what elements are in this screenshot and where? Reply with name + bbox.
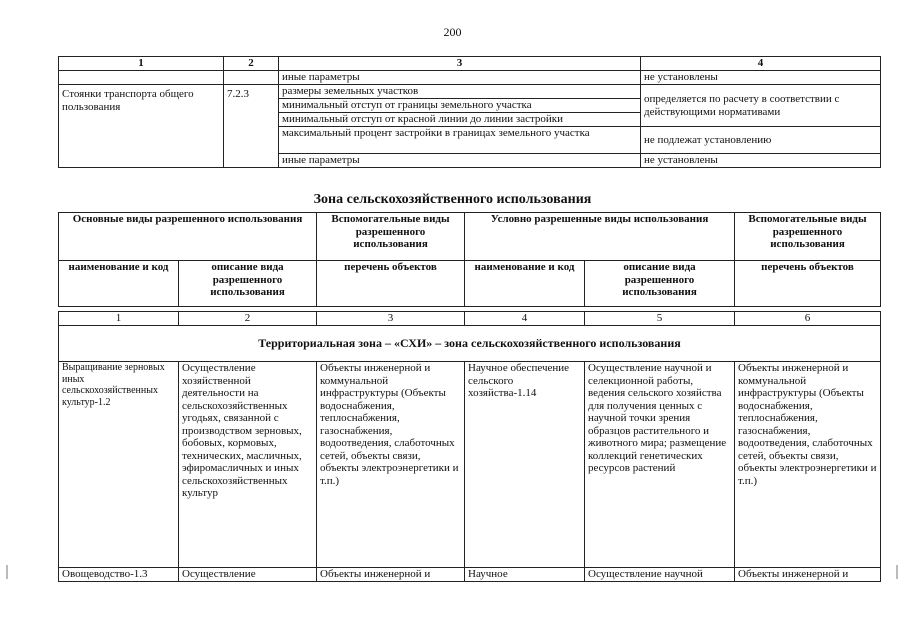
- use-name: Выращивание зерновых иных сельскохозяйственных культур-1.2: [59, 362, 179, 568]
- header-conditional-uses: Условно разрешенные виды использования: [465, 213, 735, 261]
- scan-mark-right: [896, 565, 898, 579]
- use-description: Осуществление: [179, 568, 317, 582]
- page-number: 200: [443, 25, 462, 39]
- param-cell: минимальный отступ от красной линии до линии застройки: [279, 113, 641, 127]
- header-main-uses: Основные виды разрешенного использования: [59, 213, 317, 261]
- use-name: Стоянки транспорта общего пользования: [59, 85, 224, 168]
- objects-list-2: Объекты инженерной и коммунальной инфраструктуры (Объекты водоснабжения, теплоснабжения, газоснабжения, водоотведения, слаботочных сетей, объекты связи, объекты электроэнергетики и т.п.): [735, 362, 881, 568]
- param-cell: размеры земельных участков: [279, 85, 641, 99]
- zone-title: Зона сельскохозяйственного использования: [313, 192, 592, 207]
- objects-list-2: Объекты инженерной и: [735, 568, 881, 582]
- zone-header-table: [58, 212, 881, 307]
- header-aux-uses: Вспомогательные виды разрешенного использования: [317, 213, 465, 261]
- param-cell: минимальный отступ от границы земельного участка: [279, 99, 641, 113]
- header-col-2: 2: [224, 57, 279, 71]
- num-col-4: 4: [465, 312, 585, 326]
- value-cell: не подлежат установлению: [641, 127, 881, 154]
- use-name-2: Научное: [465, 568, 585, 582]
- num-col-6: 6: [735, 312, 881, 326]
- sub-desc-2: описание вида разрешенного использования: [585, 261, 735, 307]
- param-cell: иные параметры: [279, 71, 641, 85]
- territory-row: Территориальная зона – «СХИ» – зона сельскохозяйственного использования: [59, 326, 881, 362]
- top-table: [58, 56, 881, 168]
- use-description: Осуществление хозяйственной деятельности на сельскохозяйственных угодьях, связанной с производством зерновых, бобовых, кормовых, технических, масличных, эфиромасличных и иных сельскохозяйственных культур: [179, 362, 317, 568]
- use-description-2: Осуществление научной и селекционной работы, ведения сельского хозяйства для получения ценных с научной точки зрения образцов растительного и животного мира; размещение коллекций генетических ресурсов растений: [585, 362, 735, 568]
- use-code: 7.2.3: [224, 85, 279, 168]
- sub-desc: описание вида разрешенного использования: [179, 261, 317, 307]
- header-aux-uses-2: Вспомогательные виды разрешенного использования: [735, 213, 881, 261]
- zone-body-table: [58, 311, 881, 582]
- value-cell: не установлены: [641, 71, 881, 85]
- value-cell: определяется по расчету в соответствии с действующими нормативами: [641, 85, 881, 127]
- sub-name-2: наименование и код: [465, 261, 585, 307]
- num-col-1: 1: [59, 312, 179, 326]
- sub-name: наименование и код: [59, 261, 179, 307]
- objects-list: Объекты инженерной и: [317, 568, 465, 582]
- use-name-2: Научное обеспечение сельского хозяйства-1.14: [465, 362, 585, 568]
- param-cell: максимальный процент застройки в границах земельного участка: [279, 127, 641, 154]
- num-col-2: 2: [179, 312, 317, 326]
- sub-list: перечень объектов: [317, 261, 465, 307]
- num-col-5: 5: [585, 312, 735, 326]
- header-col-3: 3: [279, 57, 641, 71]
- objects-list: Объекты инженерной и коммунальной инфраструктуры (Объекты водоснабжения, теплоснабжения, газоснабжения, водоотведения, слаботочных сетей, объекты связи, объекты электроэнергетики и т.п.): [317, 362, 465, 568]
- header-col-4: 4: [641, 57, 881, 71]
- param-cell: иные параметры: [279, 154, 641, 168]
- scan-mark-left: [6, 565, 8, 579]
- sub-list-2: перечень объектов: [735, 261, 881, 307]
- use-description-2: Осуществление научной: [585, 568, 735, 582]
- use-name: Овощеводство-1.3: [59, 568, 179, 582]
- header-col-1: 1: [59, 57, 224, 71]
- value-cell: не установлены: [641, 154, 881, 168]
- num-col-3: 3: [317, 312, 465, 326]
